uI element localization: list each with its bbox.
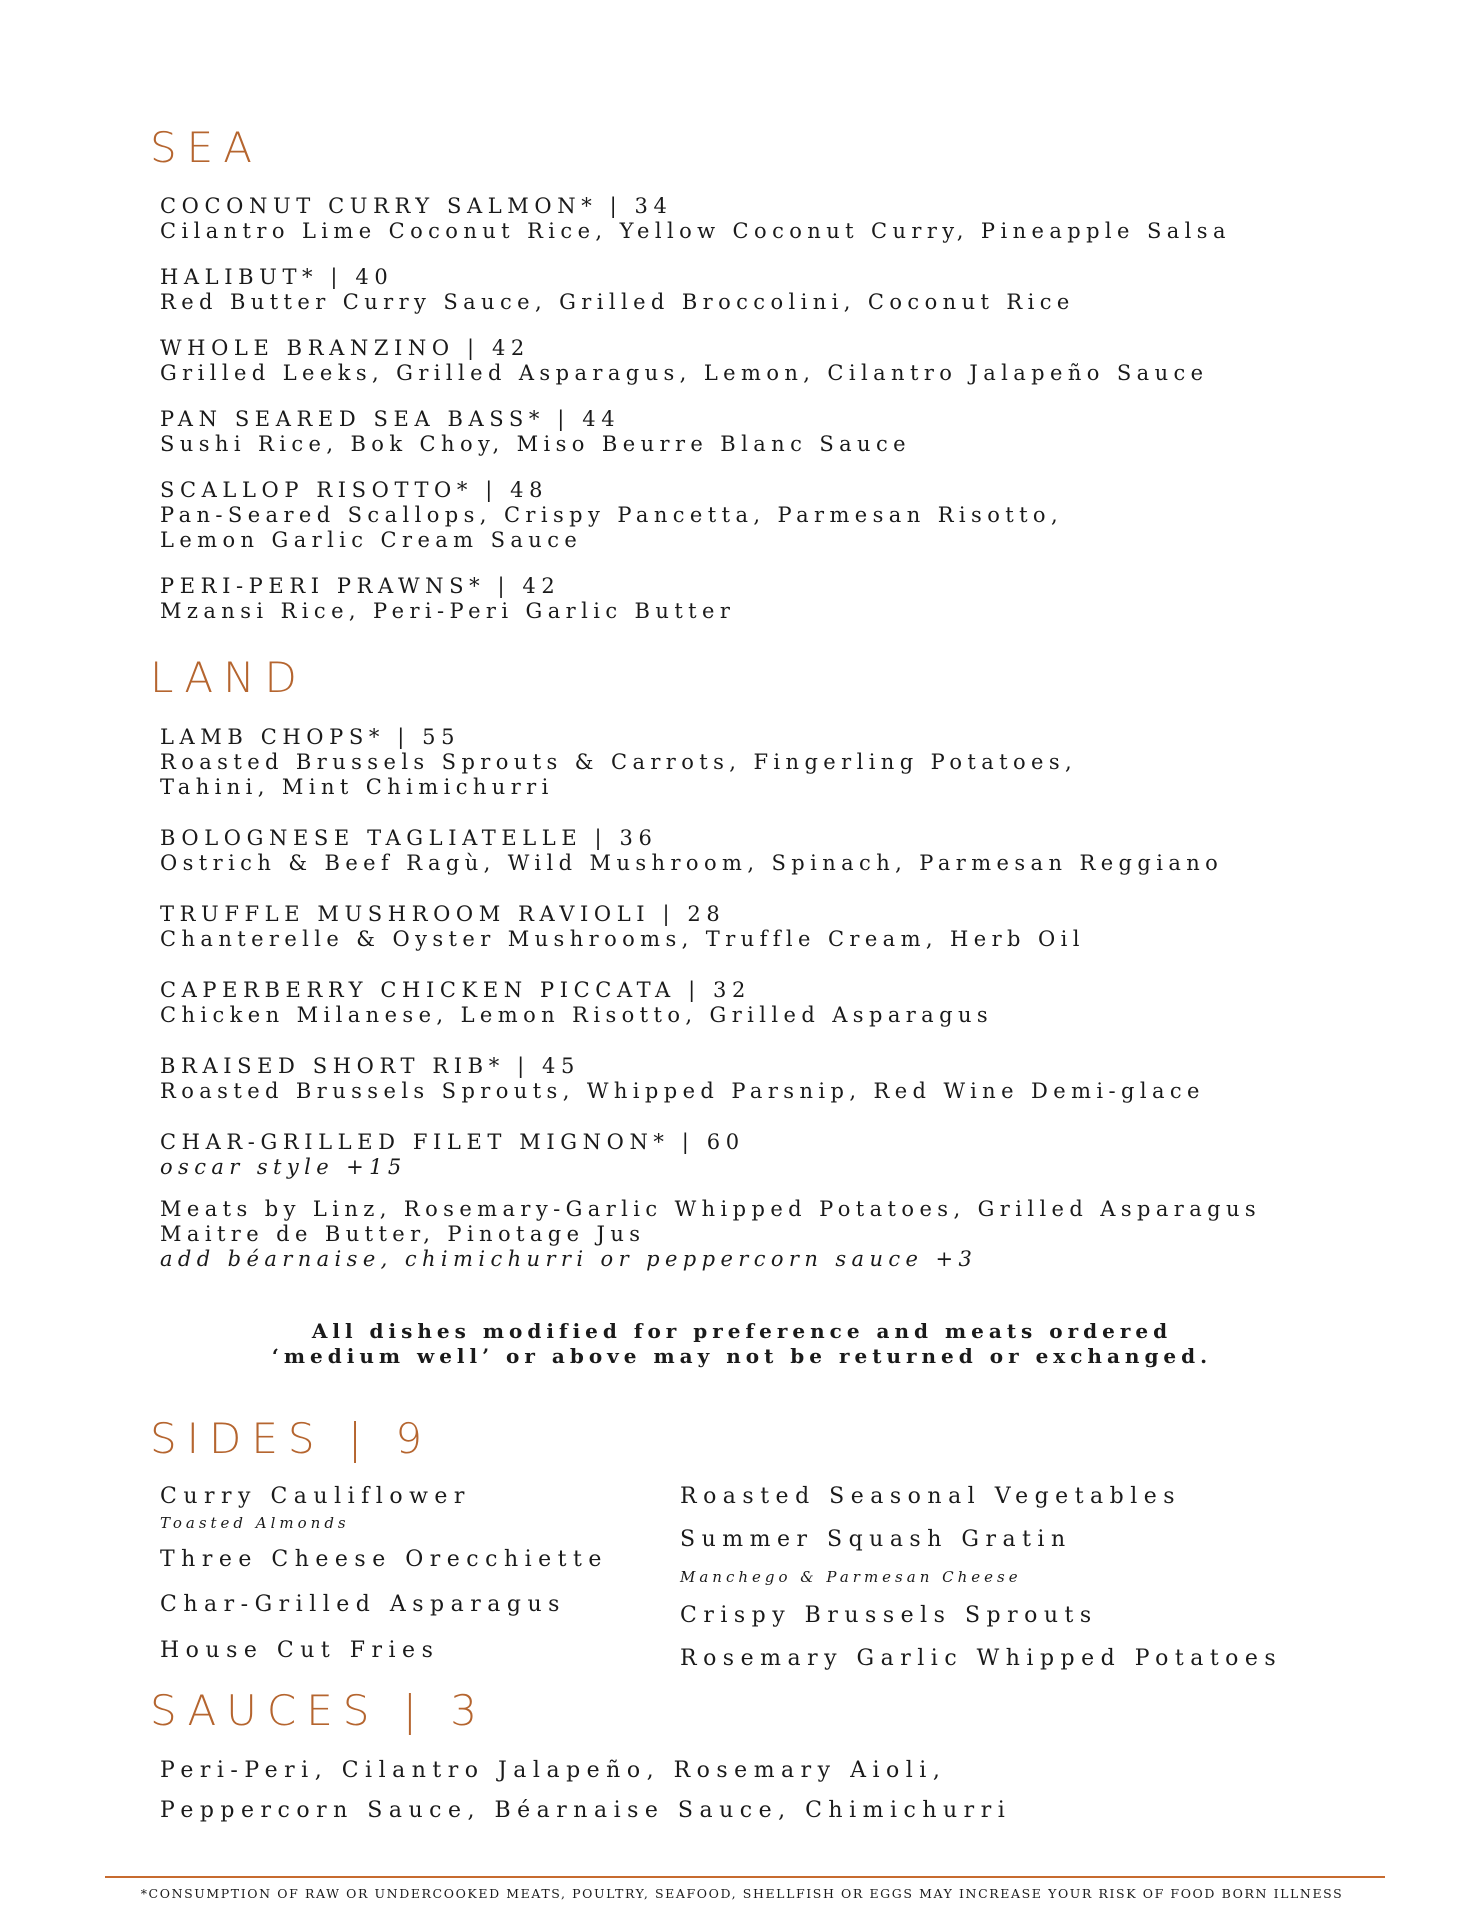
item-description: Cilantro Lime Coconut Rice, Yellow Coconut Curry, Pineapple Salsa	[160, 219, 1231, 243]
notice-line: ‘medium well’ or above may not be returned or exchanged.	[271, 1344, 1213, 1368]
menu-item	[160, 725, 1390, 800]
menu-item	[160, 407, 1390, 457]
health-disclaimer: *CONSUMPTION OF RAW OR UNDERCOOKED MEATS, POULTRY, SEAFOOD, SHELLFISH OR EGGS MAY INCREASE YOUR RISK OF FOOD BORN ILLNESS	[140, 1886, 1344, 1901]
menu-item	[160, 1054, 1390, 1104]
sauce-list: Peppercorn Sauce, Béarnaise Sauce, Chimichurri	[160, 1798, 1012, 1823]
item-name: WHOLE BRANZINO | 42	[160, 336, 530, 360]
item-description: Ostrich & Beef Ragù, Wild Mushroom, Spinach, Parmesan Reggiano	[160, 851, 1224, 875]
menu-item	[160, 478, 1390, 553]
item-description: Grilled Leeks, Grilled Asparagus, Lemon, Cilantro Jalapeño Sauce	[160, 361, 1209, 385]
notice-line: All dishes modified for preference and meats ordered	[311, 1319, 1173, 1343]
menu-item-filet	[160, 1130, 1390, 1272]
policy-notice	[0, 1319, 1484, 1369]
item-description: Maitre de Butter, Pinotage Jus	[160, 1222, 646, 1246]
section-title-sides: SIDES | 9	[150, 1414, 433, 1463]
item-name: PERI-PERI PRAWNS* | 42	[160, 574, 561, 598]
footer-divider	[105, 1876, 1385, 1878]
side-item: Three Cheese Orecchiette	[160, 1547, 608, 1572]
sauce-list: Peri-Peri, Cilantro Jalapeño, Rosemary Aioli,	[160, 1758, 947, 1783]
menu-item	[160, 194, 1390, 244]
item-name: SCALLOP RISOTTO* | 48	[160, 478, 549, 502]
menu-item	[160, 574, 1390, 624]
item-description: Roasted Brussels Sprouts & Carrots, Fingerling Potatoes,	[160, 750, 1078, 774]
menu-item	[160, 978, 1390, 1028]
item-description: Sushi Rice, Bok Choy, Miso Beurre Blanc Sauce	[160, 432, 911, 456]
item-name: TRUFFLE MUSHROOM RAVIOLI | 28	[160, 902, 726, 926]
section-title-sauces: SAUCES | 3	[150, 1686, 488, 1735]
item-name: CHAR-GRILLED FILET MIGNON* | 60	[160, 1130, 745, 1154]
side-item-note: Manchego & Parmesan Cheese	[680, 1568, 1022, 1586]
side-item: Summer Squash Gratin	[680, 1527, 1072, 1552]
side-item: Roasted Seasonal Vegetables	[680, 1484, 1182, 1509]
item-description: Red Butter Curry Sauce, Grilled Broccolini, Coconut Rice	[160, 290, 1075, 314]
side-item: Rosemary Garlic Whipped Potatoes	[680, 1646, 1283, 1671]
item-description: Lemon Garlic Cream Sauce	[160, 528, 583, 552]
item-name: PAN SEARED SEA BASS* | 44	[160, 407, 621, 431]
item-description: Mzansi Rice, Peri-Peri Garlic Butter	[160, 599, 736, 623]
item-description: Pan-Seared Scallops, Crispy Pancetta, Parmesan Risotto,	[160, 503, 1064, 527]
side-item-note: Toasted Almonds	[160, 1514, 350, 1532]
section-title-sea: SEA	[150, 123, 262, 172]
side-item: Curry Cauliflower	[160, 1484, 471, 1509]
item-name: BRAISED SHORT RIB* | 45	[160, 1054, 580, 1078]
menu-item	[160, 336, 1390, 386]
item-name: HALIBUT* | 40	[160, 265, 394, 289]
menu-item	[160, 826, 1390, 876]
menu-item	[160, 265, 1390, 315]
item-name: BOLOGNESE TAGLIATELLE | 36	[160, 826, 658, 850]
side-item: Char-Grilled Asparagus	[160, 1592, 566, 1617]
item-name: CAPERBERRY CHICKEN PICCATA | 32	[160, 978, 751, 1002]
item-description: Chicken Milanese, Lemon Risotto, Grilled Asparagus	[160, 1003, 994, 1027]
item-description: Chanterelle & Oyster Mushrooms, Truffle Cream, Herb Oil	[160, 927, 1085, 951]
item-description: Tahini, Mint Chimichurri	[160, 775, 554, 799]
item-name: COCONUT CURRY SALMON* | 34	[160, 194, 673, 218]
item-name: LAMB CHOPS* | 55	[160, 725, 461, 749]
side-item: Crispy Brussels Sprouts	[680, 1603, 1098, 1628]
item-description: Roasted Brussels Sprouts, Whipped Parsnip, Red Wine Demi-glace	[160, 1079, 1205, 1103]
side-item: House Cut Fries	[160, 1638, 440, 1663]
item-addon: add béarnaise, chimichurri or peppercorn sauce +3	[160, 1247, 978, 1271]
item-description: Meats by Linz, Rosemary-Garlic Whipped Potatoes, Grilled Asparagus	[160, 1197, 1262, 1221]
menu-item	[160, 902, 1390, 952]
section-title-land: LAND	[150, 653, 307, 702]
item-option: oscar style +15	[160, 1155, 407, 1179]
